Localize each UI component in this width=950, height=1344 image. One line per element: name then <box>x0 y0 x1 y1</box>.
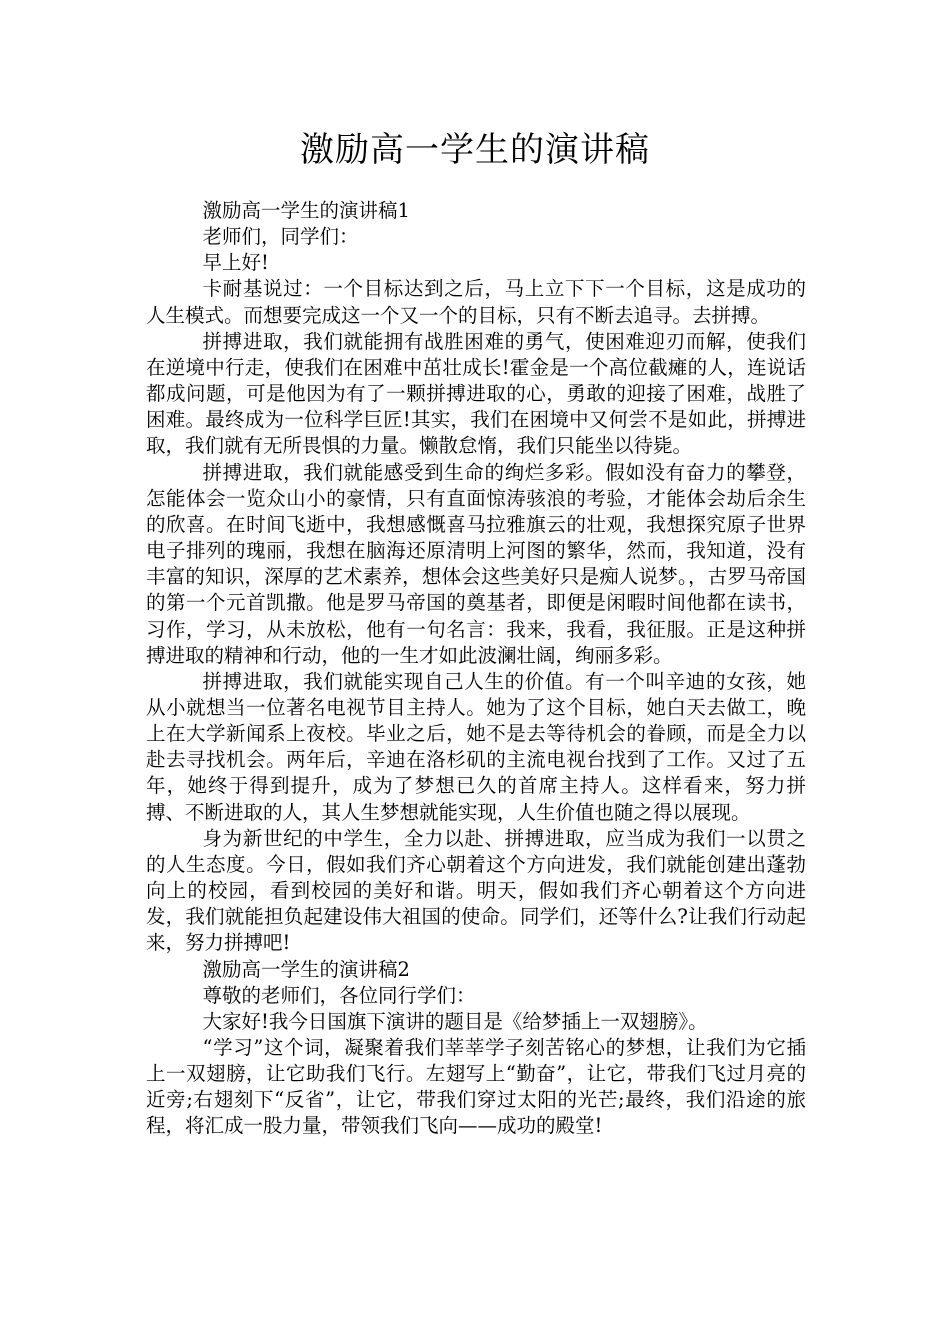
body-paragraph: 卡耐基说过：一个目标达到之后，马上立下下一个目标，这是成功的人生模式。而想要完成这一个又一个的目标，只有不断去追寻。去拼搏。 <box>146 277 806 327</box>
section-heading-1: 激励高一学生的演讲稿1 <box>202 199 410 222</box>
section-heading-2: 激励高一学生的演讲稿2 <box>202 957 410 981</box>
salutation: 老师们，同学们： <box>202 225 359 249</box>
body-paragraph: 拼搏进取，我们就能感受到生命的绚烂多彩。假如没有奋力的攀登，怎能体会一览众山小的豪情，只有直面惊涛骇浪的考验，才能体会劫后余生的欣喜。在时间飞逝中，我想感慨喜马拉雅旗云的壮观，我想探究原子世界电子排列的瑰丽，我想在脑海还原清明上河图的繁华，然而，我知道，没有丰富的知识，深厚的艺术素养，想体会这些美好只是痴人说梦。，古罗马帝国的第一个元首凯撒。他是罗马帝国的奠基者，即便是闲暇时间他都在读书，习作，学习，从未放松，他有一句名言：我来，我看，我征服。正是这种拼搏进取的精神和行动，他的一生才如此波澜壮阔，绚丽多彩。 <box>146 460 806 667</box>
document-title: 激励高一学生的演讲稿 <box>300 130 650 170</box>
body-paragraph: 身为新世纪的中学生，全力以赴、拼搏进取，应当成为我们一以贯之的人生态度。今日，假如我们齐心朝着这个方向进发，我们就能创建出蓬勃向上的校园，看到校园的美好和谐。明天，假如我们齐心朝着这个方向进发，我们就能担负起建设伟大祖国的使命。同学们，还等什么?让我们行动起来，努力拼搏吧! <box>146 826 806 955</box>
body-paragraph: 拼搏进取，我们就能拥有战胜困难的勇气，使困难迎刃而解，使我们在逆境中行走，使我们在困难中茁壮成长!霍金是一个高位截瘫的人，连说话都成问题，可是他因为有了一颗拼搏进取的心，勇敢的迎接了困难，战胜了困难。最终成为一位科学巨匠!其实，我们在困境中又何尝不是如此，拼搏进取，我们就有无所畏惧的力量。懒散怠惰，我们只能坐以待毙。 <box>146 329 806 458</box>
document-body <box>146 198 806 1140</box>
salutation: 尊敬的老师们，各位同行学们： <box>202 983 476 1007</box>
body-paragraph: “学习”这个词，凝聚着我们莘莘学子刻苦铭心的梦想，让我们为它插上一双翅膀，让它助我们飞行。左翅写上“勤奋”，让它，带我们飞过月亮的近旁;右翅刻下“反省”，让它，带我们穿过太阳的光芒;最终，我们沿途的旅程，将汇成一股力量，带领我们飞向——成功的殿堂! <box>146 1036 806 1138</box>
greeting: 大家好!我今日国旗下演讲的题目是《给梦插上一双翅膀》。 <box>202 1009 708 1033</box>
greeting: 早上好! <box>202 251 269 275</box>
body-paragraph: 拼搏进取，我们就能实现自己人生的价值。有一个叫辛迪的女孩，她从小就想当一位著名电视节目主持人。她为了这个目标，她白天去做工，晚上在大学新闻系上夜校。毕业之后，她不是去等待机会的眷顾，而是全力以赴去寻找机会。两年后，辛迪在洛杉矶的主流电视台找到了工作。又过了五年，她终于得到提升，成为了梦想已久的首席主持人。这样看来，努力拼搏、不断进取的人，其人生梦想就能实现，人生价值也随之得以展现。 <box>146 669 806 824</box>
